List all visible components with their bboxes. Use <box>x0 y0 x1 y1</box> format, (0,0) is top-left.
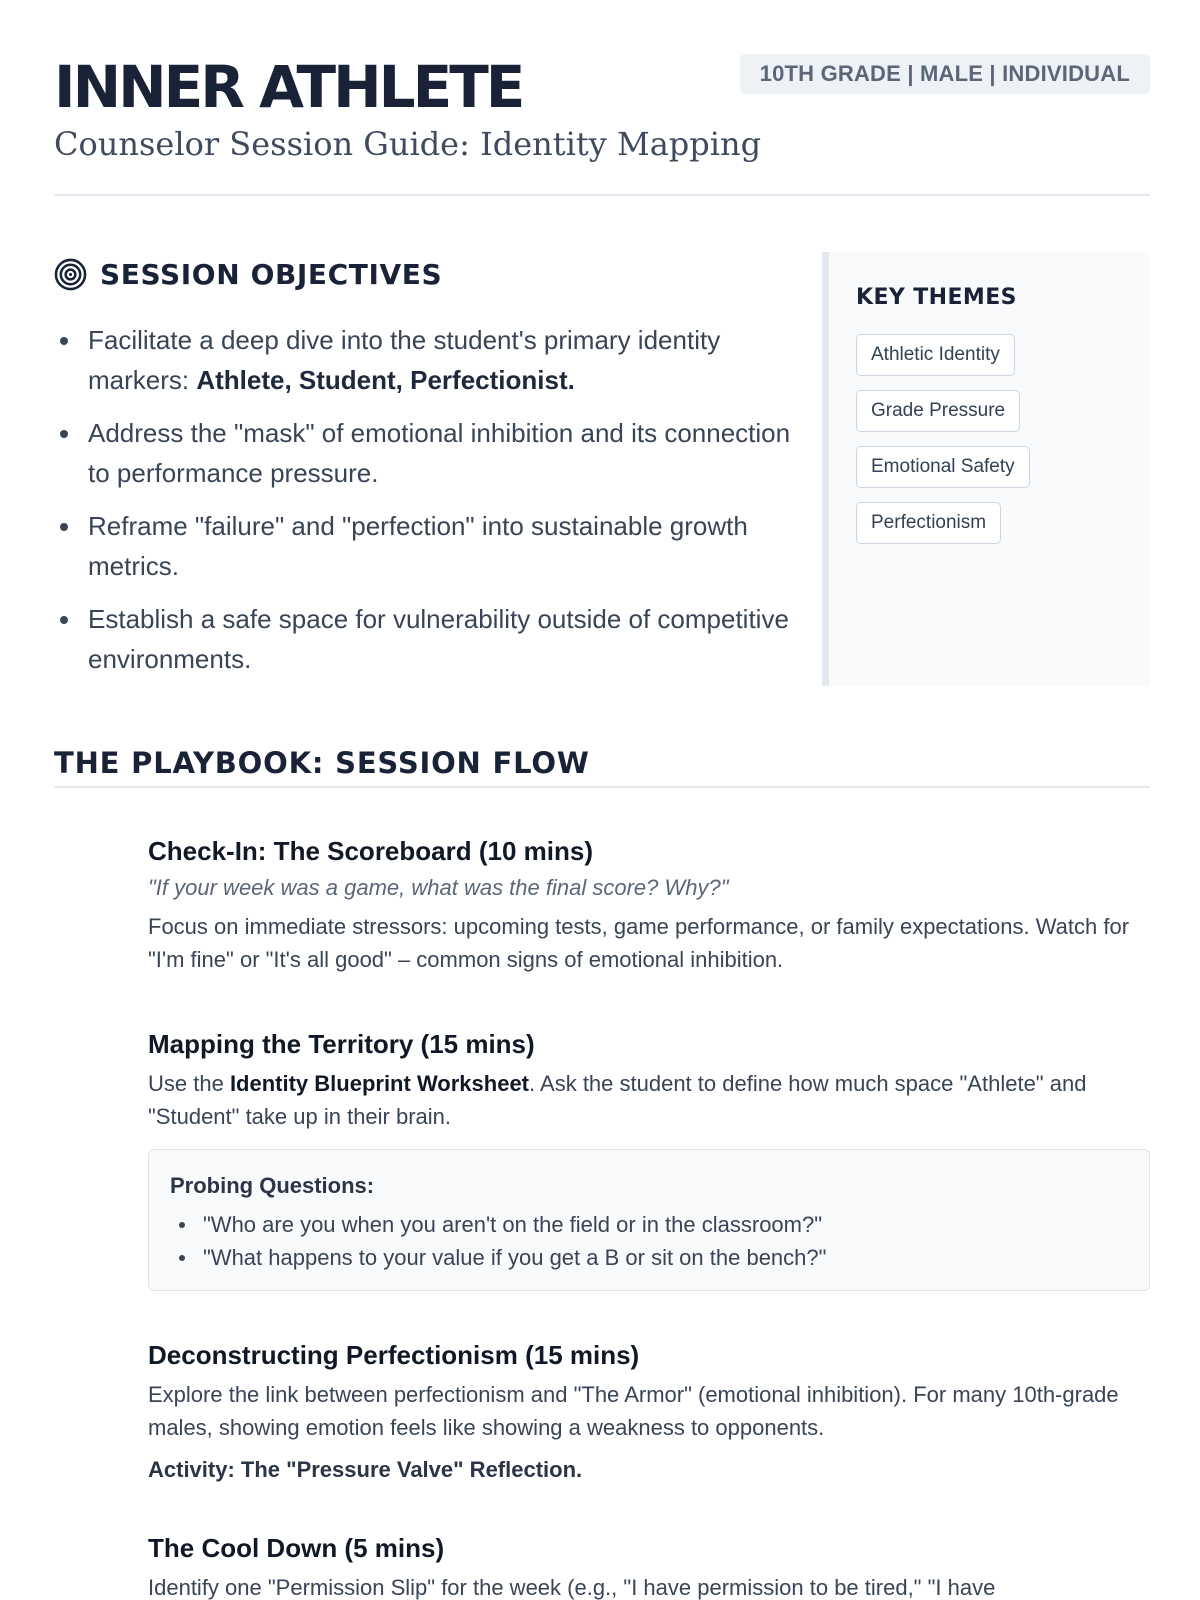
objectives-heading <box>54 252 794 296</box>
theme-chip: Perfectionism <box>856 502 1001 544</box>
session-objectives <box>54 252 794 692</box>
objectives-list <box>54 320 794 679</box>
playbook-section <box>54 738 1150 788</box>
document-header <box>54 0 1150 196</box>
step-description: Explore the link between perfectionism and "The Armor" (emotional inhibition). For many 10th-grade males, showing emotion feels like showing a weakness to opponents. <box>148 1382 1119 1440</box>
objective-item: Address the "mask" of emotional inhibition and its connection to performance pressure. <box>54 413 794 493</box>
step-quote: "If your week was a game, what was the final score? Why?" <box>148 875 729 900</box>
step-mapping-territory <box>148 1027 1150 1291</box>
document-subtitle: Counselor Session Guide: Identity Mapping <box>54 125 762 163</box>
key-themes-title: KEY THEMES <box>856 285 1017 310</box>
worksheet-name: Identity Blueprint Worksheet <box>229 1071 530 1096</box>
student-profile-badge: 10TH GRADE | MALE | INDIVIDUAL <box>740 54 1150 94</box>
step-description: Focus on immediate stressors: upcoming tests, game performance, or family expectations. Watch for "I'm fine" or "It's all good" – common signs of emotional inhibition. <box>148 914 1130 972</box>
objective-item: Reframe "failure" and "perfection" into sustainable growth metrics. <box>54 506 794 586</box>
probing-questions-box <box>148 1149 1150 1291</box>
theme-chip: Athletic Identity <box>856 334 1015 376</box>
step-title: Mapping the Territory (15 mins) <box>148 1029 535 1059</box>
objective-item: Facilitate a deep dive into the student's primary identity markers: Athlete, Student, Perfectionist. <box>54 320 794 400</box>
step-description: Use the Identity Blueprint Worksheet. Ask the student to define how much space "Athlete" and "Student" take up in their brain. <box>148 1071 1087 1129</box>
step-activity: Activity: The "Pressure Valve" Reflection. <box>148 1457 583 1482</box>
playbook-title: THE PLAYBOOK: SESSION FLOW <box>54 738 1150 788</box>
step-title: The Cool Down (5 mins) <box>148 1533 445 1563</box>
step-title: Check-In: The Scoreboard (10 mins) <box>148 836 593 866</box>
theme-chip: Emotional Safety <box>856 446 1030 488</box>
probing-question: "What happens to your value if you get a B or sit on the bench?" <box>170 1241 1129 1274</box>
objective-item: Establish a safe space for vulnerability outside of competitive environments. <box>54 599 794 679</box>
key-themes-panel <box>822 252 1150 686</box>
probing-question: "Who are you when you aren't on the field or in the classroom?" <box>170 1208 1129 1241</box>
step-description: Identify one "Permission Slip" for the week (e.g., "I have permission to be tired," "I have <box>148 1575 996 1600</box>
step-deconstructing-perfectionism <box>148 1338 1150 1486</box>
objectives-title: SESSION OBJECTIVES <box>100 257 443 291</box>
target-icon <box>54 258 87 291</box>
brand-title: INNER ATHLETE <box>54 53 523 121</box>
page <box>54 0 1150 1600</box>
probing-questions-title: Probing Questions: <box>170 1173 375 1198</box>
probing-questions-list <box>170 1208 1129 1274</box>
step-title: Deconstructing Perfectionism (15 mins) <box>148 1340 640 1370</box>
theme-chip: Grade Pressure <box>856 390 1020 432</box>
step-check-in <box>148 834 1150 976</box>
step-cool-down <box>148 1531 1150 1600</box>
